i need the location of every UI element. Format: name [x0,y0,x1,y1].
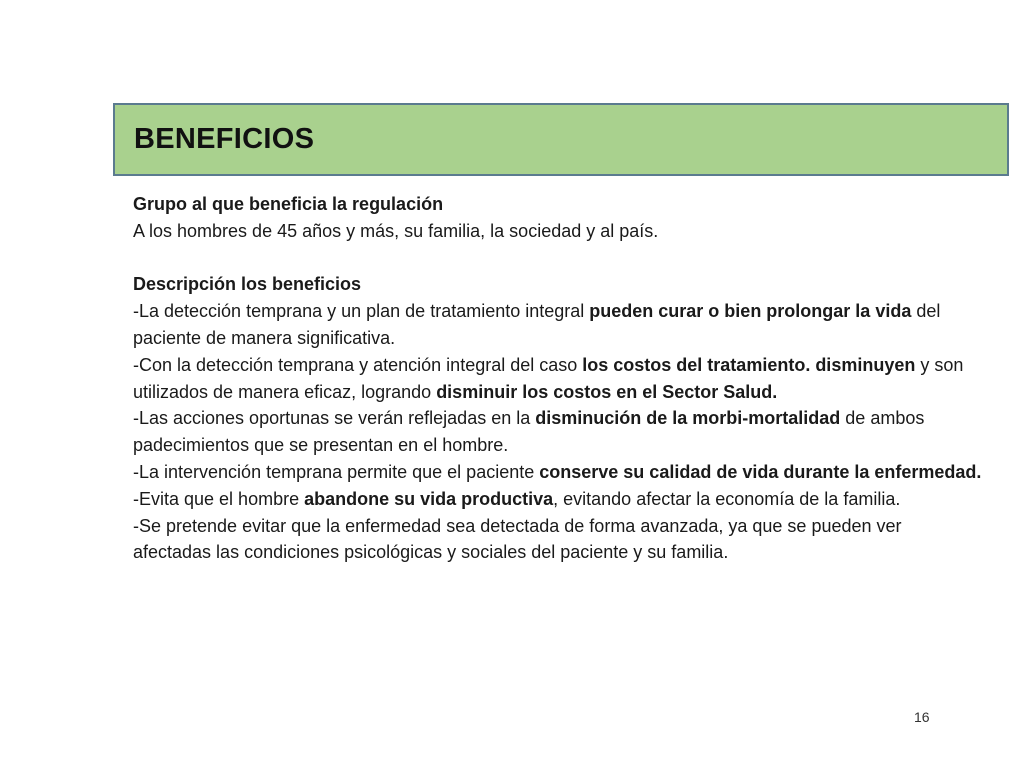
benefit-item-6 [133,513,983,567]
benefit-3-text-c: de ambos padecimientos que se presentan en el hombre. [133,408,925,456]
benefit-5-text-c: , evitando afectar la economía de la familia. [553,488,901,509]
benefit-5-text-a: -Evita que el hombre [133,488,305,509]
benefit-5-bold: abandone su vida productiva [304,488,554,509]
benefit-2-bold-1: los costos del tratamiento. disminuyen [582,354,916,375]
benefit-item-3 [133,405,983,459]
benefit-1-text-c: del paciente de manera significativa. [133,301,941,348]
benefit-1-bold: pueden curar o bien prolongar la vida [589,301,912,322]
benefit-4-bold: conserve su calidad de vida durante la enfermedad. [539,461,982,482]
description-heading: Descripción los beneficios [133,274,362,295]
benefit-1-text-a: -La detección temprana y un plan de tratamiento integral [133,301,590,322]
benefit-2-text-a: -Con la detección temprana y atención integral del caso [133,354,583,375]
benefit-2-text-c: y son utilizados de manera eficaz, logrando [133,354,964,402]
benefit-item-4 [133,459,983,486]
benefit-6-text: -Se pretende evitar que la enfermedad sea detectada de forma avanzada, ya que se pueden ver afectadas las condiciones psicológicas y sociales del paciente y su familia. [133,515,902,563]
slide-body [133,191,983,566]
benefit-3-text-a: -Las acciones oportunas se verán reflejadas en la [133,408,536,429]
benefit-item-2 [133,352,983,406]
benefit-item-5 [133,486,983,513]
slide-title: BENEFICIOS [134,123,315,155]
benefit-4-text-a: -La intervención temprana permite que el paciente [133,461,540,482]
page-number: 16 [914,709,930,725]
benefit-2-bold-2: disminuir los costos en el Sector Salud. [436,381,778,402]
paragraph-spacer [133,245,983,272]
title-banner [113,103,1009,176]
group-text: A los hombres de 45 años y más, su familia, la sociedad y al país. [133,220,659,241]
group-heading: Grupo al que beneficia la regulación [133,194,444,214]
benefit-3-bold: disminución de la morbi-mortalidad [535,408,841,429]
benefit-item-1 [133,298,983,352]
